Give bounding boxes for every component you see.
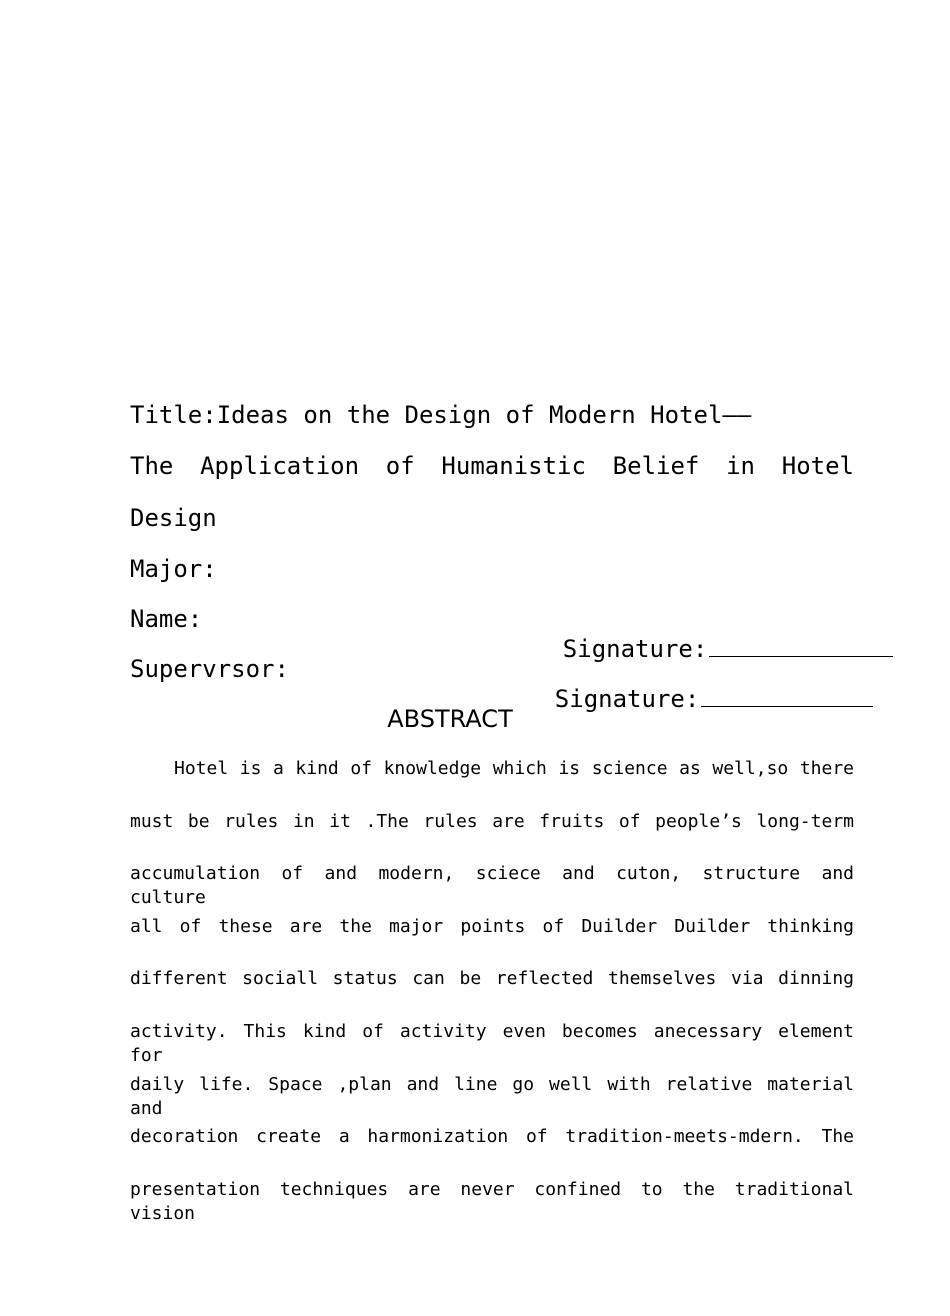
abstract-line: activity. This kind of activity even becomes anecessary element for — [130, 1021, 854, 1066]
abstract-line: different sociall status can be reflected themselves via dinning — [130, 968, 854, 989]
thesis-title: Title:Ideas on the Design of Modern Hotel—— — [130, 401, 752, 429]
thesis-subtitle-line-1: The Application of Humanistic Belief in Hotel — [130, 452, 854, 480]
abstract-line: all of these are the major points of Duilder Duilder thinking — [130, 916, 854, 937]
abstract-line: daily life. Space ,plan and line go well with relative material and — [130, 1074, 854, 1119]
supervisor-label: Supervrsor: — [130, 655, 289, 683]
abstract-line: accumulation of and modern, sciece and cuton, structure and culture — [130, 863, 854, 908]
major-label: Major: — [130, 555, 217, 583]
abstract-line: Hotel is a kind of knowledge which is science as well,so there — [174, 758, 854, 779]
abstract-line: decoration create a harmonization of tradition-meets-mdern. The — [130, 1126, 854, 1147]
name-signature-label: Signature: — [562, 635, 708, 663]
abstract-line: must be rules in it .The rules are fruits of people’s long-term — [130, 811, 854, 832]
thesis-subtitle-line-2: Design — [130, 504, 217, 532]
abstract-line: presentation techniques are never confined to the traditional vision — [130, 1179, 854, 1224]
name-label: Name: — [130, 605, 203, 633]
abstract-heading: ABSTRACT — [387, 705, 513, 733]
supervisor-signature-label: Signature: — [554, 685, 700, 713]
